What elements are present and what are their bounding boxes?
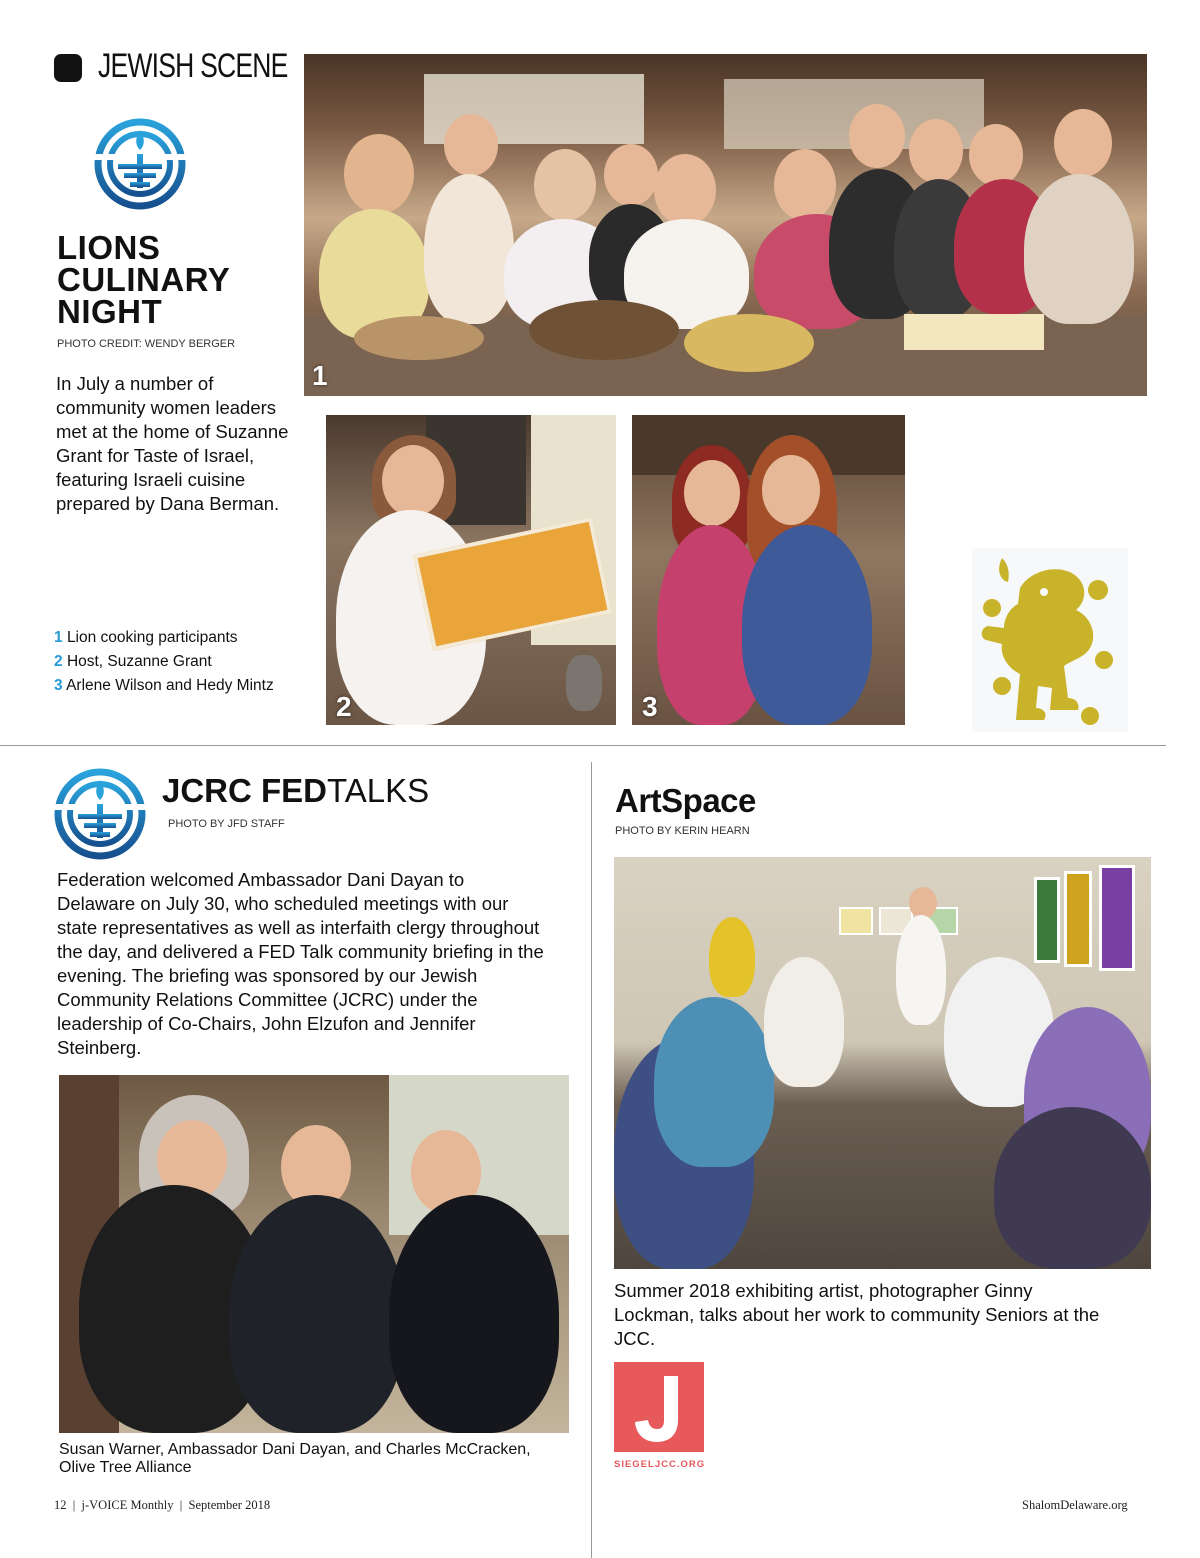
photo-number: 3 (642, 691, 658, 722)
lions-heading-line: LIONS (57, 229, 161, 266)
section-divider (0, 745, 1166, 746)
lions-heading (57, 229, 231, 330)
caption-number: 2 (54, 653, 63, 670)
lion-emblem-icon (972, 548, 1128, 732)
caption-number: 1 (54, 629, 63, 646)
federation-menorah-logo-icon (54, 768, 146, 860)
caption-text: Lion cooking participants (66, 629, 238, 646)
footer-page-info: 12 | j-VOICE Monthly | September 2018 (54, 1498, 271, 1512)
jcrc-heading-light: TALKS (327, 772, 430, 809)
photo-artspace-seniors (614, 857, 1151, 1269)
photo-number: 1 (312, 360, 328, 391)
section-title: JEWISH SCENE (98, 47, 288, 85)
photo-number: 2 (336, 691, 352, 722)
section-marker-icon (54, 54, 82, 82)
lions-caption-list (54, 626, 274, 698)
photo-lion-cooking-participants (304, 54, 1147, 396)
caption-text: Host, Suzanne Grant (66, 653, 212, 670)
lions-photo-credit: PHOTO CREDIT: WENDY BERGER (57, 338, 236, 350)
artspace-heading: ArtSpace (615, 782, 756, 819)
jcrc-photo-credit: PHOTO BY JFD STAFF (168, 818, 285, 830)
jcrc-heading (162, 772, 429, 810)
jcc-j-glyph-icon (614, 1362, 704, 1452)
photo-arlene-wilson-hedy-mintz (632, 415, 905, 725)
lions-heading-line: NIGHT (57, 293, 163, 330)
lions-heading-line: CULINARY (57, 261, 231, 298)
jcrc-photo-caption: Susan Warner, Ambassador Dani Dayan, and Charles McCracken, Olive Tree Alliance (59, 1441, 531, 1476)
caption-item (54, 626, 274, 650)
caption-text: Arlene Wilson and Hedy Mintz (66, 677, 274, 694)
jcrc-heading-bold: JCRC FED (162, 772, 328, 809)
photo-host-suzanne-grant (326, 415, 616, 725)
footer-website: ShalomDelaware.org (1022, 1498, 1128, 1512)
artspace-photo-credit: PHOTO BY KERIN HEARN (615, 825, 750, 837)
column-divider (591, 762, 592, 1558)
caption-number: 3 (54, 677, 63, 694)
lions-body-text: In July a number of community women leaders met at the home of Suzanne Grant for Taste of Israel, featuring Israeli cuisine prepared by Dana Berman. (56, 373, 289, 514)
caption-item (54, 674, 274, 698)
jcc-url: SIEGELJCC.ORG (614, 1459, 706, 1470)
photo-jcrc-fedtalks (59, 1075, 569, 1433)
artspace-caption: Summer 2018 exhibiting artist, photographer Ginny Lockman, talks about her work to community Seniors at the JCC. (614, 1280, 1100, 1349)
federation-menorah-logo-icon (94, 118, 186, 210)
jcc-j-logo-icon (614, 1362, 704, 1452)
jcrc-body-text: Federation welcomed Ambassador Dani Dayan to Delaware on July 30, who scheduled meetings with our state representatives as well as interfaith clergy throughout the day, and delivered a FED Talk community briefing in the evening. The briefing was sponsored by our Jewish Community Relations Committee (JCRC) under the leadership of Co-Chairs, John Elzufon and Jennifer Steinberg. (57, 869, 544, 1058)
caption-item (54, 650, 274, 674)
